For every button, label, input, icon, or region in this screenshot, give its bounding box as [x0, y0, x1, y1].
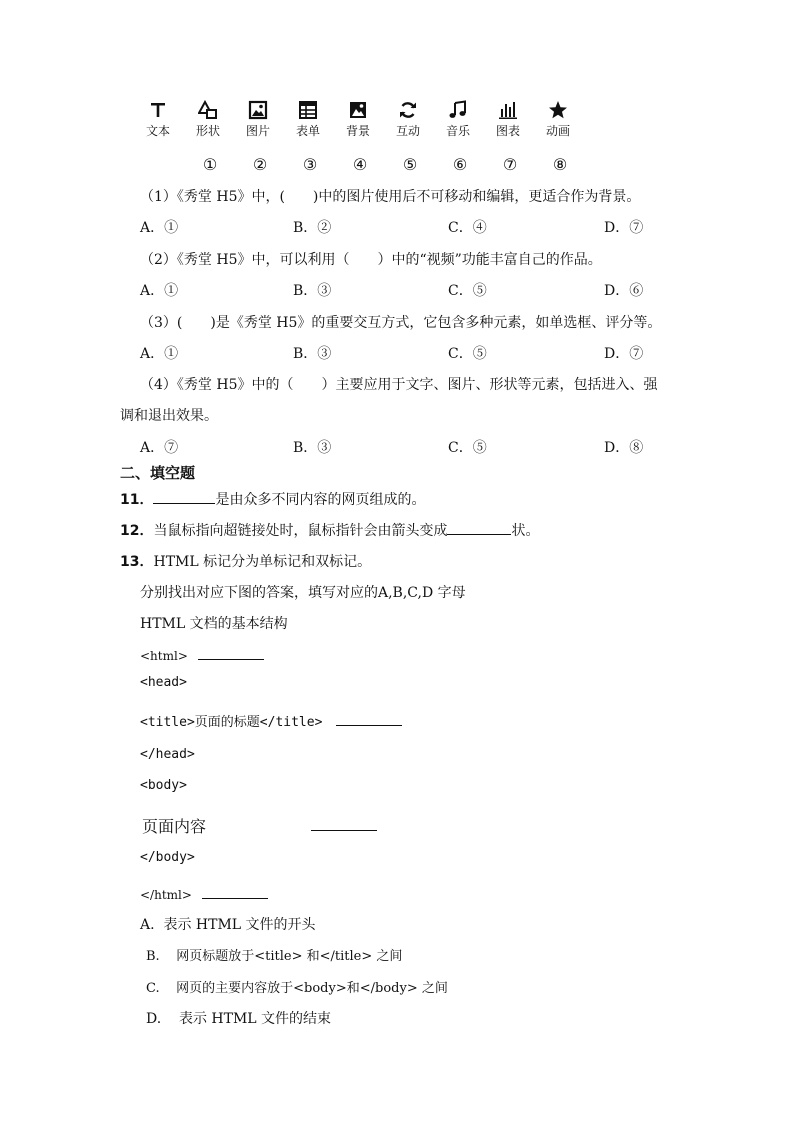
- question-number: 11．: [120, 492, 154, 508]
- circled-number: ①: [202, 155, 218, 174]
- toolbar-label: 图片: [245, 124, 270, 138]
- chart-icon: [498, 100, 518, 120]
- question-number: 13．: [120, 554, 154, 570]
- form-icon: [298, 100, 318, 120]
- section-title: 二、填空题: [120, 464, 196, 482]
- question-stem: （4）《秀堂 H5》中的（ ）主要应用于文字、图片、形状等元素，包括进入、强: [140, 377, 658, 393]
- toolbar-item-text: [138, 100, 178, 139]
- answer-option-c: C. 网页的主要内容放于<body>和</body> 之间: [146, 981, 448, 996]
- toolbar-item-chart: [488, 100, 528, 139]
- text-icon: [148, 100, 168, 120]
- toolbar-label: 图表: [495, 124, 520, 138]
- question-text: HTML 标记分为单标记和双标记。: [153, 554, 372, 570]
- interact-icon: [398, 100, 418, 120]
- answer-blank[interactable]: [153, 489, 215, 504]
- question-text: 是由众多不同内容的网页组成的。: [215, 492, 426, 508]
- code-head-open: <head>: [140, 675, 187, 690]
- option-d: D．⑦: [604, 220, 644, 236]
- code-head-close: </head>: [140, 747, 195, 762]
- option-a: A．①: [140, 346, 179, 362]
- toolbar-label: 文本: [145, 124, 170, 138]
- answer-option-d: D. 表示 HTML 文件的结束: [146, 1011, 332, 1027]
- circled-number: ③: [302, 155, 318, 174]
- circled-number: ②: [252, 155, 268, 174]
- background-icon: [348, 100, 368, 120]
- option-a: A．①: [140, 283, 179, 299]
- option-d: D．⑥: [604, 283, 644, 299]
- toolbar-item-interact: [388, 100, 428, 139]
- circled-number: ⑤: [402, 155, 418, 174]
- option-b: B．③: [293, 283, 332, 299]
- image-icon: [248, 100, 268, 120]
- shape-icon: [198, 100, 218, 120]
- toolbar-label: 背景: [345, 124, 370, 138]
- code-line: <title>页面的标题</title>: [140, 715, 323, 730]
- answer-option-b: B. 网页标题放于<title> 和</title> 之间: [146, 949, 403, 964]
- code-body-close: </body>: [140, 850, 195, 865]
- answer-blank[interactable]: [198, 645, 264, 660]
- toolbar-item-animation: [538, 100, 578, 139]
- code-title-line: [140, 711, 402, 730]
- question-13-intro: 分别找出对应下图的答案，填写对应的A,B,C,D 字母: [140, 585, 466, 601]
- toolbar-item-music: [438, 100, 478, 139]
- toolbar-item-image: [238, 100, 278, 139]
- question-number: 12．: [120, 523, 154, 539]
- code-page-content: 页面内容: [142, 817, 207, 836]
- question-text: 状。: [511, 523, 540, 539]
- circled-number: ④: [352, 155, 368, 174]
- toolbar-label: 互动: [395, 124, 420, 138]
- option-b: B．②: [293, 220, 332, 236]
- toolbar-item-form: [288, 100, 328, 139]
- toolbar-item-shape: [188, 100, 228, 139]
- star-icon: [548, 100, 568, 120]
- toolbar-item-background: [338, 100, 378, 139]
- answer-option-a: A. 表示 HTML 文件的开头: [140, 917, 316, 933]
- code-body-open: <body>: [140, 778, 187, 793]
- option-c: C．⑤: [448, 346, 487, 362]
- toolbar-label: 形状: [195, 124, 220, 138]
- option-d: D．⑧: [604, 440, 644, 456]
- option-c: C．⑤: [448, 440, 487, 456]
- toolbar-label: 音乐: [445, 124, 470, 138]
- music-icon: [448, 100, 468, 120]
- option-c: C．⑤: [448, 283, 487, 299]
- option-b: B．③: [293, 440, 332, 456]
- answer-blank[interactable]: [447, 520, 511, 535]
- question-13: [120, 551, 371, 571]
- circled-number: ⑥: [452, 155, 468, 174]
- circled-number: ⑦: [502, 155, 518, 174]
- circled-number: ⑧: [552, 155, 568, 174]
- answer-blank[interactable]: [311, 816, 377, 831]
- question-stem: （2）《秀堂 H5》中，可以利用（ ）中的“视频”功能丰富自己的作品。: [140, 252, 602, 268]
- toolbar-label: 动画: [545, 124, 570, 138]
- question-12: [120, 520, 539, 540]
- page-content-blank-wrap: [311, 816, 377, 835]
- option-d: D．⑦: [604, 346, 644, 362]
- code-html-close: [140, 884, 268, 902]
- option-a: A．①: [140, 220, 179, 236]
- question-stem-continued: 调和退出效果。: [120, 408, 218, 424]
- option-a: A．⑦: [140, 440, 179, 456]
- question-stem: （1）《秀堂 H5》中，( )中的图片使用后不可移动和编辑，更适合作为背景。: [140, 189, 641, 205]
- question-11: [120, 489, 425, 509]
- option-c: C．④: [448, 220, 487, 236]
- code-line: </html>: [140, 888, 192, 902]
- answer-blank[interactable]: [202, 884, 268, 899]
- question-stem: （3）( )是《秀堂 H5》的重要交互方式，它包含多种元素，如单选框、评分等。: [140, 315, 662, 331]
- code-html-open: [140, 645, 264, 663]
- answer-blank[interactable]: [336, 711, 402, 726]
- option-b: B．③: [293, 346, 332, 362]
- html-structure-title: HTML 文档的基本结构: [140, 616, 288, 632]
- question-text: 当鼠标指向超链接处时，鼠标指针会由箭头变成: [153, 523, 448, 539]
- toolbar-label: 表单: [295, 124, 320, 138]
- code-line: <html>: [140, 649, 188, 663]
